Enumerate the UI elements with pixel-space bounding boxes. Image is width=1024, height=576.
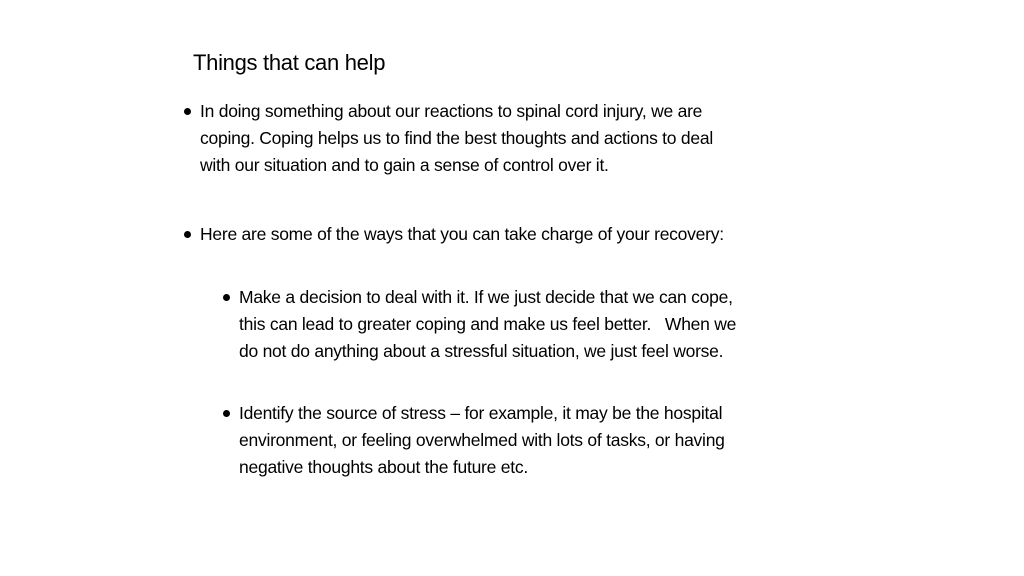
bullet-item-coping — [184, 98, 713, 179]
bullet-text — [200, 221, 724, 248]
bullet-dot-icon — [184, 231, 191, 238]
bullet-line: with our situation and to gain a sense of control over it. — [200, 155, 609, 175]
bullet-dot-icon — [184, 108, 191, 115]
bullet-line: do not do anything about a stressful situation, we just feel worse. — [239, 341, 724, 361]
sub-bullet-item-stress-source — [223, 400, 725, 481]
bullet-line: environment, or feeling overwhelmed with lots of tasks, or having — [239, 430, 725, 450]
bullet-line: Identify the source of stress – for example, it may be the hospital — [239, 403, 723, 423]
bullet-item-ways — [184, 221, 724, 248]
bullet-text — [239, 284, 736, 365]
bullet-line: coping. Coping helps us to find the best thoughts and actions to deal — [200, 128, 713, 148]
bullet-line: Make a decision to deal with it. If we just decide that we can cope, — [239, 287, 733, 307]
bullet-text — [239, 400, 725, 481]
bullet-line: this can lead to greater coping and make us feel better. When we — [239, 314, 737, 334]
bullet-line: Here are some of the ways that you can take charge of your recovery: — [200, 224, 724, 244]
sub-bullet-item-decision — [223, 284, 736, 365]
bullet-dot-icon — [223, 294, 230, 301]
bullet-line: In doing something about our reactions to spinal cord injury, we are — [200, 101, 703, 121]
bullet-dot-icon — [223, 410, 230, 417]
bullet-text — [200, 98, 713, 179]
bullet-line: negative thoughts about the future etc. — [239, 457, 528, 477]
slide-title: Things that can help — [193, 50, 386, 75]
